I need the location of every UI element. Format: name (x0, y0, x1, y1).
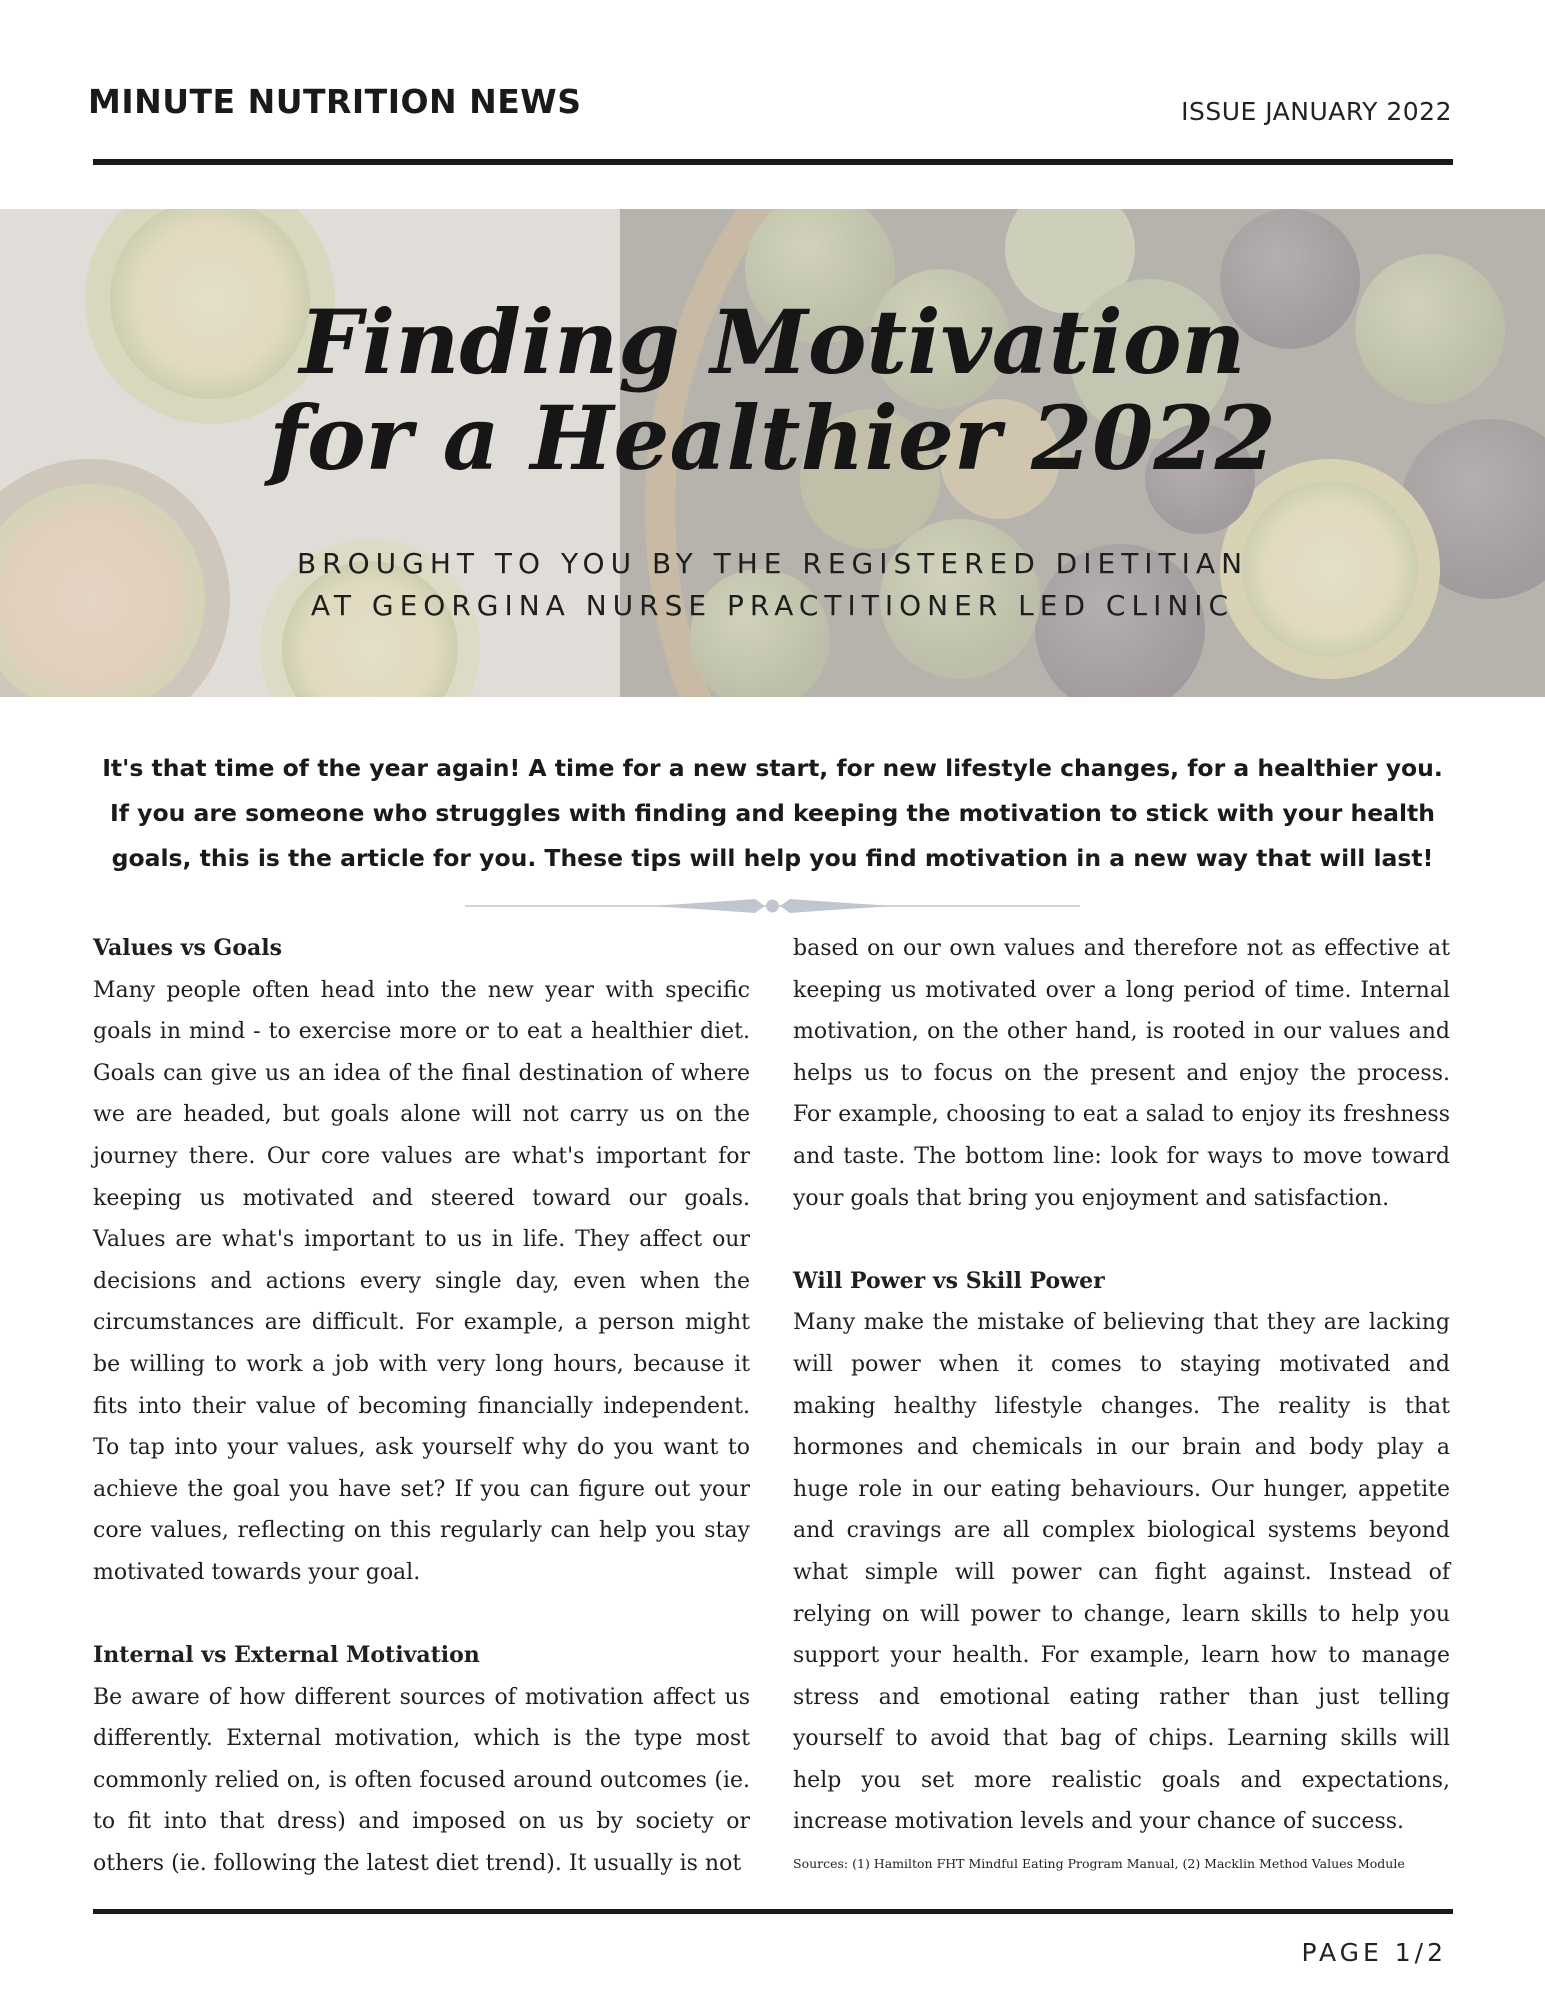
section-body-will-power-vs-skill-power: Many make the mistake of believing that they are lacking will power when it comes to staying motivated and making healthy lifestyle changes. The reality is that hormones and chemicals in our brain and body play a huge role in our eating behaviours. Our hunger, appetite and cravings are all complex biological systems beyond what simple will power can fight against. Instead of relying on will power to change, learn skills to help you support your health. For example, learn how to manage stress and emotional eating rather than just telling yourself to avoid that bag of chips. Learning skills will help you set more realistic goals and expectations, increase motivation levels and your chance of success. (793, 1310, 1450, 1835)
top-rule (93, 159, 1453, 165)
issue-date: ISSUE JANUARY 2022 (1181, 97, 1452, 126)
hero-banner (0, 209, 1545, 697)
hero-title (0, 290, 1545, 490)
paragraph-gap (93, 1594, 750, 1636)
section-body-internal-vs-external: Be aware of how different sources of motivation affect us differently. External motivation, which is the type most commonly relied on, is often focused around outcomes (ie. to fit into that dress) and imposed on us by society or others (ie. following the latest diet trend). It usually is not (93, 1684, 750, 1877)
hero-subtitle-line-2: AT GEORGINA NURSE PRACTITIONER LED CLINIC (310, 589, 1235, 622)
section-heading-values-vs-goals: Values vs Goals (93, 935, 282, 961)
hero-title-line-2: for a Healthier 2022 (269, 386, 1276, 490)
section-heading-will-power-vs-skill-power: Will Power vs Skill Power (793, 1267, 1105, 1294)
intro-paragraph: It's that time of the year again! A time for a new start, for new lifestyle changes, for a healthier you. If you are someone who struggles with finding and keeping the motivation to stick with your health goals, this is the article for you. These tips will help you find motivation in a new way that will last! (102, 754, 1443, 872)
section-body-values-vs-goals: Many people often head into the new year with specific goals in mind - to exercise more or to eat a healthier diet. Goals can give us an idea of the final destination of where we are headed, but goals alone will not carry us on the journey there. Our core values are what's important for keeping us motivated and steered toward our goals. Values are what's important to us in life. They affect our decisions and actions every single day, even when the circumstances are difficult. For example, a person might be willing to work a job with very long hours, because it fits into their value of becoming financially independent. To tap into your values, ask yourself why do you want to achieve the goal you have set? If you can figure out your core values, reflecting on this regularly can help you stay motivated towards your goal. (93, 977, 750, 1585)
left-column (93, 928, 750, 1885)
hero-subtitle (0, 543, 1545, 627)
section-body-internal-vs-external-continued: based on our own values and therefore not as effective at keeping us motivated over a long period of time. Internal motivation, on the other hand, is rooted in our values and helps us to focus on the present and enjoy the process. For example, choosing to eat a salad to enjoy its freshness and taste. The bottom line: look for ways to move toward your goals that bring you enjoyment and satisfaction. (793, 936, 1450, 1211)
paragraph-gap (793, 1219, 1450, 1261)
hero-title-line-1: Finding Motivation (299, 290, 1246, 394)
masthead-title: MINUTE NUTRITION NEWS (88, 82, 582, 121)
sources-note: Sources: (1) Hamilton FHT Mindful Eating Program Manual, (2) Macklin Method Values Module (793, 1856, 1405, 1872)
ornamental-divider (465, 896, 1080, 916)
page-number: PAGE 1/2 (1301, 1938, 1447, 1967)
hero-subtitle-line-1: BROUGHT TO YOU BY THE REGISTERED DIETITIAN (296, 547, 1249, 580)
section-heading-internal-vs-external: Internal vs External Motivation (93, 1642, 480, 1669)
bottom-rule (93, 1909, 1453, 1914)
right-column (793, 928, 1450, 1875)
